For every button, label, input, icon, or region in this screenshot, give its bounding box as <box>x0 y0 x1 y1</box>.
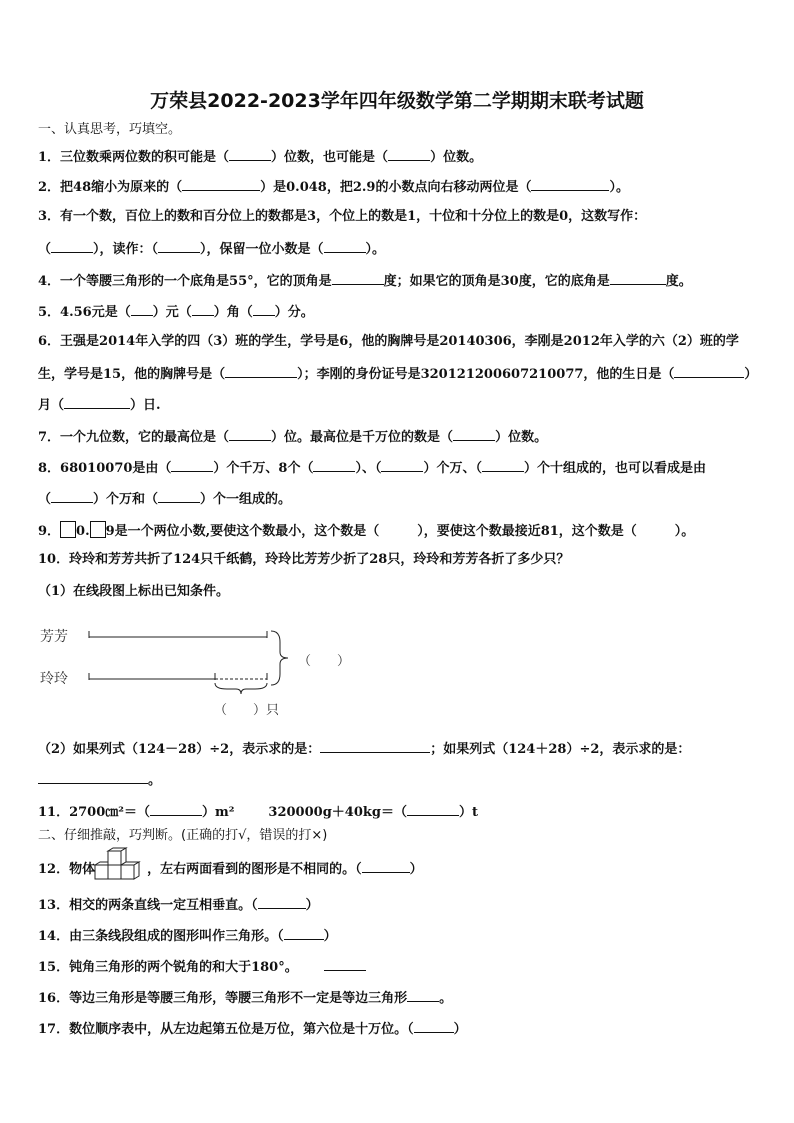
blank[interactable] <box>284 927 324 940</box>
question-4: 4．一个等腰三角形的一个底角是55°，它的顶角是 度；如果它的顶角是30度，它的底角是 度。 <box>38 274 692 289</box>
question-10-part-2-line-1: （2）如果列式（124－28）÷2，表示求的是： ；如果列式（124＋28）÷2，表示求的是： <box>38 742 691 757</box>
blank[interactable] <box>51 490 93 503</box>
question-14: 14．由三条线段组成的图形叫作三角形。（ ） <box>38 929 337 944</box>
blank[interactable] <box>158 490 200 503</box>
blank[interactable] <box>313 459 355 472</box>
section-heading-2: 二、仔细推敲，巧判断。(正确的打√，错误的打×) <box>38 828 328 843</box>
question-3-line-1: 3．有一个数，百位上的数和百分位上的数都是3，个位上的数是1，十位和十分位上的数是0，这数写作： <box>38 209 647 224</box>
blank[interactable] <box>38 771 148 784</box>
blank[interactable] <box>171 459 213 472</box>
blank[interactable] <box>131 303 153 316</box>
diagram-label-fangfang: 芳芳 <box>40 629 68 645</box>
blank[interactable] <box>192 303 214 316</box>
question-2: 2．把48缩小为原来的（ ）是0.048，把2.9的小数点向右移动两位是（ ）。 <box>38 180 629 195</box>
blank[interactable] <box>414 1020 454 1033</box>
question-7: 7．一个九位数，它的最高位是（ ）位。最高位是千万位的数是（ ）位数。 <box>38 430 548 445</box>
blank[interactable] <box>407 803 459 816</box>
diagram-label-lingling: 玲玲 <box>40 671 68 687</box>
question-10-part-1: （1）在线段图上标出已知条件。 <box>38 584 230 599</box>
question-12: 12．物体 ，左右两面看到的图形是不相同的。（ ） <box>38 862 423 877</box>
question-11: 11．2700㎝²＝（ ）m² 320000g＋40kg＝（ ）t <box>38 805 478 820</box>
question-8-line-1: 8．68010070是由（ ）个千万、8个（ ）、（ ）个万、（ ）个十组成的，也可以看成是由 <box>38 461 707 476</box>
section-heading-1: 一、认真思考，巧填空。 <box>38 122 182 137</box>
blank[interactable] <box>320 740 430 753</box>
blank[interactable] <box>51 240 93 253</box>
question-15: 15．钝角三角形的两个锐角的和大于180°。 <box>38 958 366 976</box>
line-segment-diagram <box>86 626 316 706</box>
blank[interactable] <box>64 396 130 409</box>
blank[interactable] <box>610 272 666 285</box>
blank[interactable] <box>388 148 430 161</box>
question-10: 10．玲玲和芳芳共折了124只千纸鹤，玲玲比芳芳少折了28只，玲玲和芳芳各折了多少只？ <box>38 552 570 567</box>
blank[interactable] <box>229 428 271 441</box>
question-8-line-2: （ ）个万和（ ）个一组成的。 <box>38 492 292 507</box>
question-10-part-2-line-2: 。 <box>38 771 161 789</box>
question-6-line-2: 生，学号是15，他的胸牌号是（ ）；李刚的身份证号是320121200607210077，他的生日是（ ） <box>38 367 758 382</box>
blank[interactable] <box>407 989 439 1002</box>
blank[interactable] <box>531 178 609 191</box>
question-13: 13．相交的两条直线一定互相垂直。（ ） <box>38 898 319 913</box>
page-title: 万荣县2022-2023学年四年级数学第二学期期末联考试题 <box>150 90 644 112</box>
blank[interactable] <box>453 428 495 441</box>
blank[interactable] <box>225 365 297 378</box>
blank[interactable] <box>258 896 306 909</box>
cube-stack-icon <box>93 847 149 883</box>
question-1: 1．三位数乘两位数的积可能是（ ）位数，也可能是（ ）位数。 <box>38 150 483 165</box>
question-5: 5．4.56元是（ ）元（ ）角（ ）分。 <box>38 305 314 320</box>
blank[interactable] <box>674 365 744 378</box>
blank[interactable] <box>150 803 202 816</box>
blank[interactable] <box>362 860 410 873</box>
blank[interactable] <box>229 148 271 161</box>
bottom-brace <box>215 683 267 694</box>
question-3-line-2: （ ），读作：（ ），保留一位小数是（ ）。 <box>38 242 386 257</box>
question-16: 16．等边三角形是等腰三角形，等腰三角形不一定是等边三角形 。 <box>38 991 453 1006</box>
question-9: 9． 0. 9是一个两位小数,要使这个数最小，这个数是（ ），要使这个数最接近81，这个数是（ ）。 <box>38 521 694 540</box>
blank[interactable] <box>332 272 384 285</box>
blank[interactable] <box>324 958 366 971</box>
blank[interactable] <box>482 459 524 472</box>
brace-difference-blank[interactable]: （ ）只 <box>214 703 280 718</box>
blank[interactable] <box>158 240 200 253</box>
question-6-line-3: 月（ ）日. <box>38 398 161 413</box>
blank[interactable] <box>381 459 423 472</box>
right-brace <box>271 631 288 685</box>
blank[interactable] <box>182 178 260 191</box>
question-6-line-1: 6．王强是2014年入学的四（3）班的学生，学号是6，他的胸牌号是20140306，李刚是2012年入学的六（2）班的学 <box>38 334 739 349</box>
blank[interactable] <box>324 240 366 253</box>
digit-box[interactable] <box>60 521 76 538</box>
blank[interactable] <box>253 303 275 316</box>
brace-total-blank[interactable]: （ ） <box>298 654 351 669</box>
question-17: 17．数位顺序表中，从左边起第五位是万位，第六位是十万位。（ ） <box>38 1022 467 1037</box>
digit-box[interactable] <box>90 521 106 538</box>
